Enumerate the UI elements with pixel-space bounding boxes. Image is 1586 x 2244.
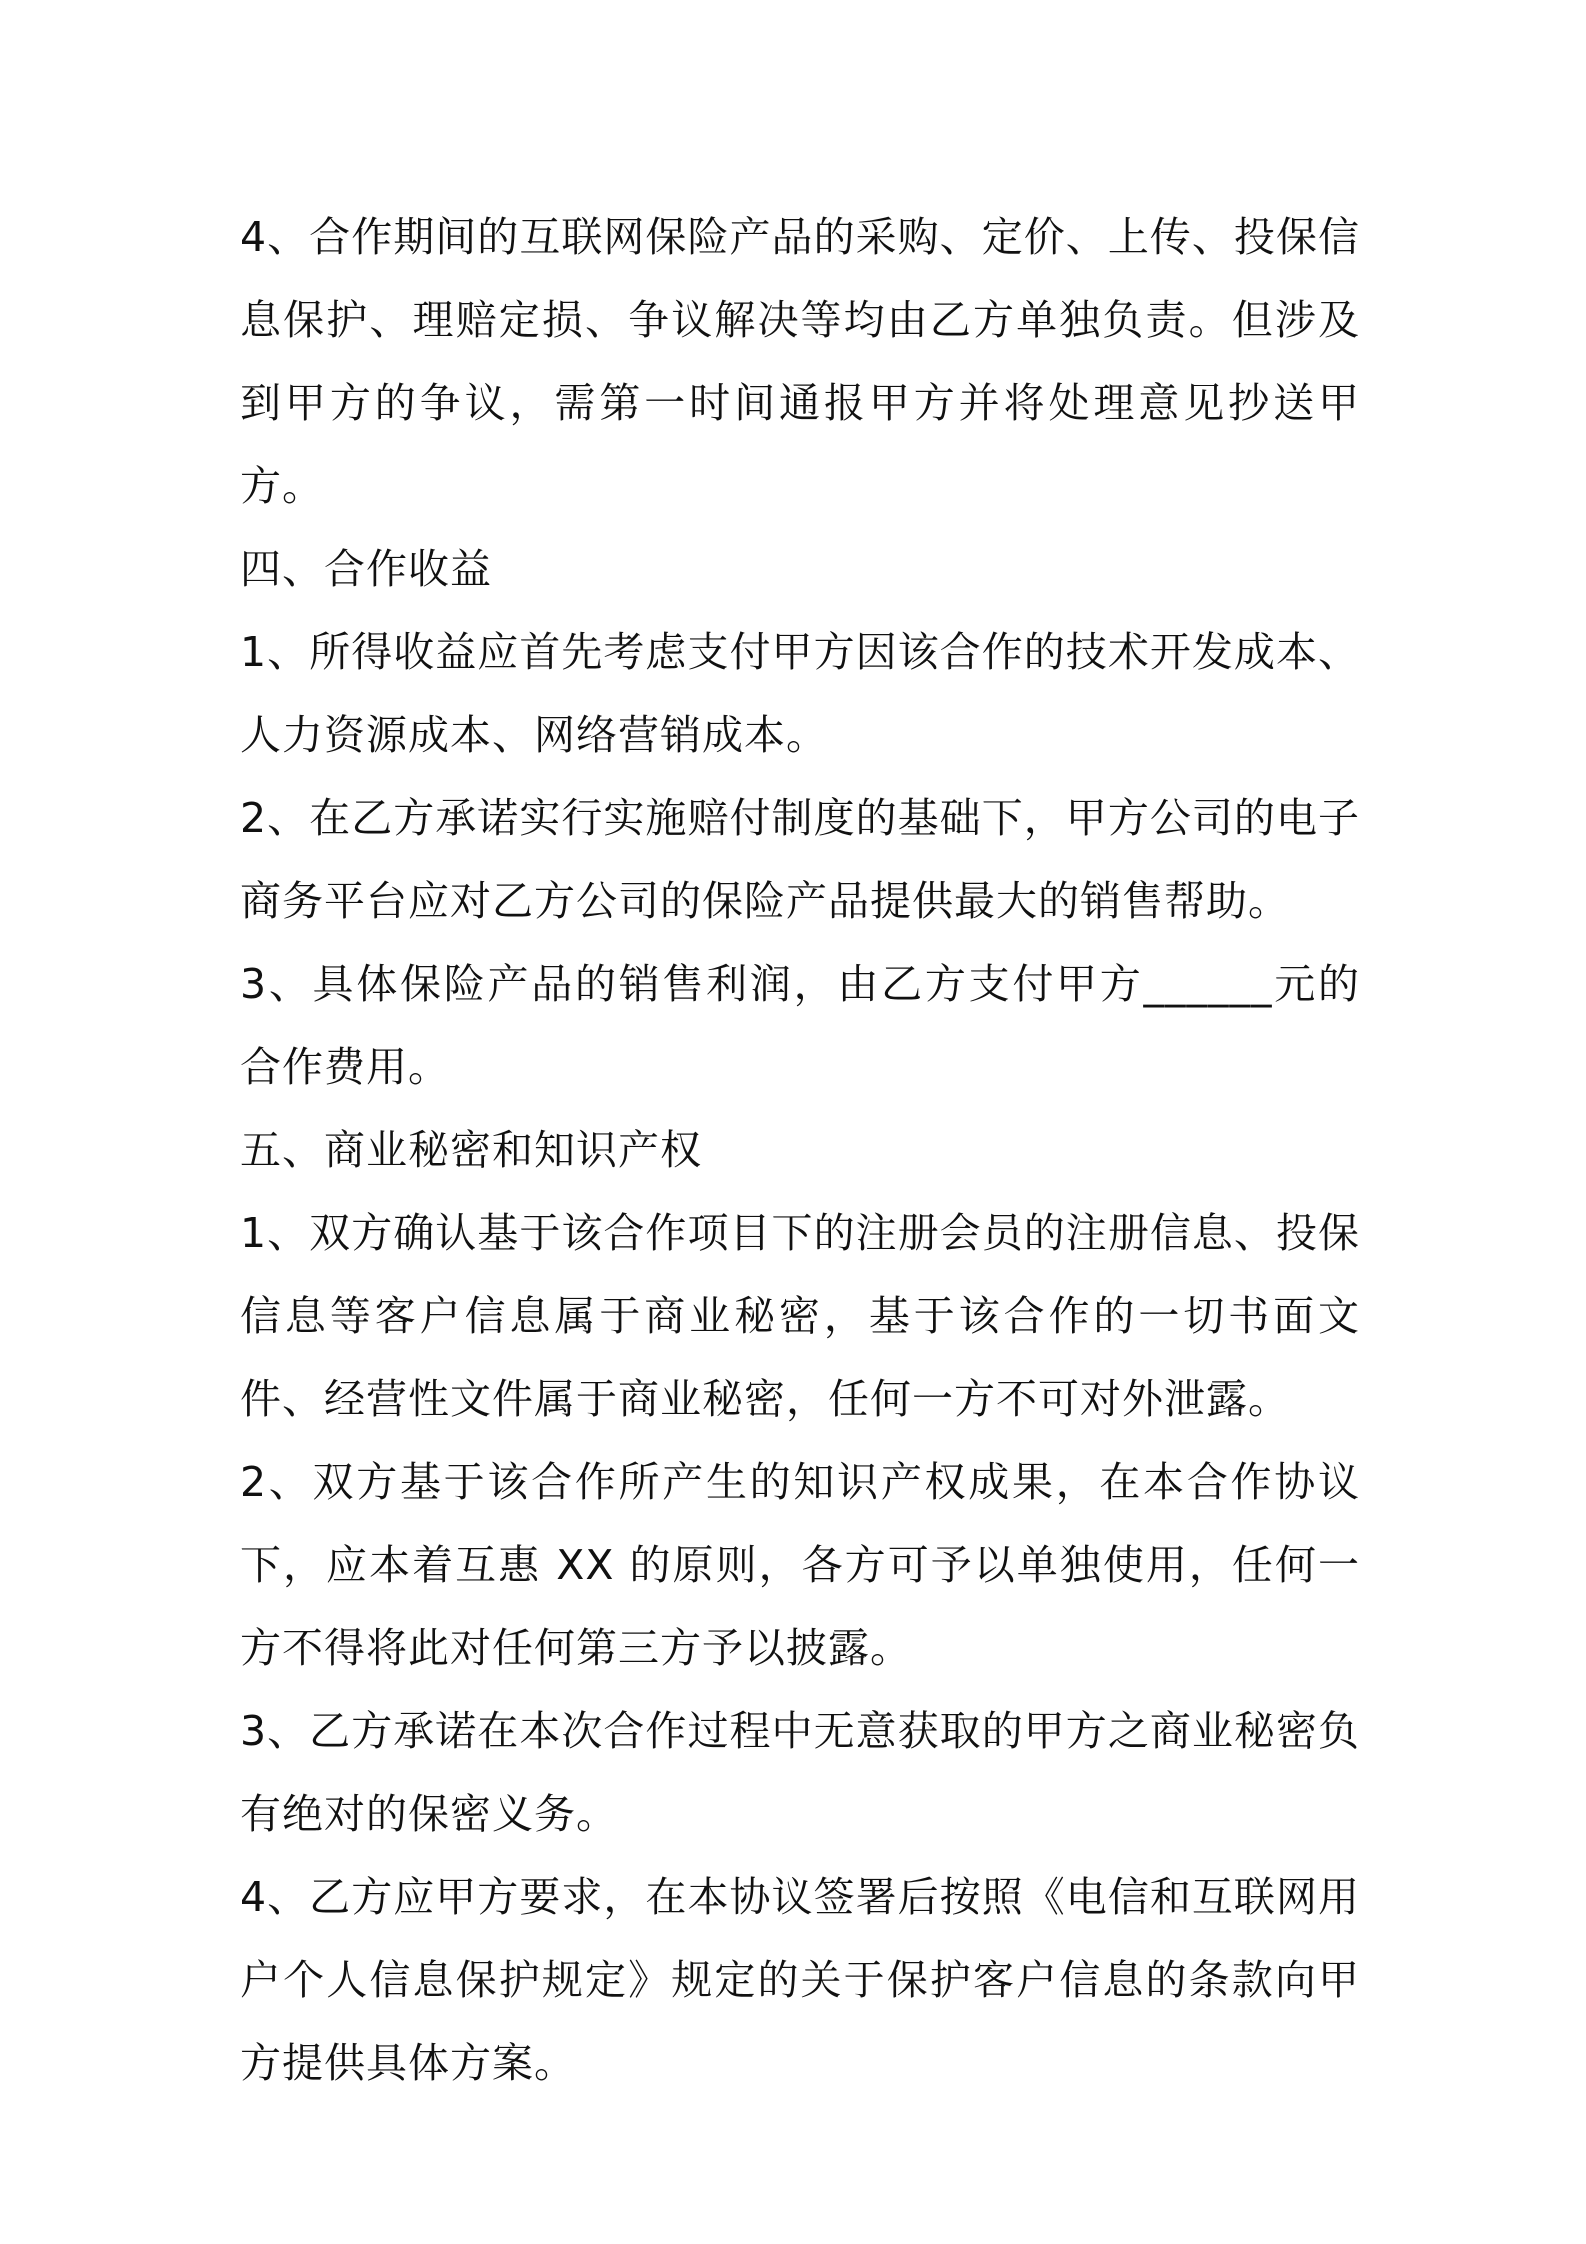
clause-4-1: 1、所得收益应首先考虑支付甲方因该合作的技术开发成本、人力资源成本、网络营销成本。 [240, 628, 1360, 759]
clause-5-1: 1、双方确认基于该合作项目下的注册会员的注册信息、投保信息等客户信息属于商业秘密，基于该合作的一切书面文件、经营性文件属于商业秘密，任何一方不可对外泄露。 [240, 1209, 1360, 1423]
clause-4-2: 2、在乙方承诺实行实施赔付制度的基础下，甲方公司的电子商务平台应对乙方公司的保险产品提供最大的销售帮助。 [240, 794, 1360, 925]
clause-5-3: 3、乙方承诺在本次合作过程中无意获取的甲方之商业秘密负有绝对的保密义务。 [240, 1707, 1360, 1838]
clause-3-4: 4、合作期间的互联网保险产品的采购、定价、上传、投保信息保护、理赔定损、争议解决等均由乙方单独负责。但涉及到甲方的争议，需第一时间通报甲方并将处理意见抄送甲方。 [240, 213, 1360, 510]
document-body [240, 196, 1360, 2105]
clause-5-2: 2、双方基于该合作所产生的知识产权成果，在本合作协议下，应本着互惠 XX 的原则，各方可予以单独使用，任何一方不得将此对任何第三方予以披露。 [240, 1458, 1360, 1672]
section-heading-trade-secrets: 五、商业秘密和知识产权 [240, 1126, 702, 1174]
section-heading-cooperation-income: 四、合作收益 [240, 545, 492, 593]
clause-4-3: 3、具体保险产品的销售利润，由乙方支付甲方______元的合作费用。 [240, 960, 1360, 1091]
clause-5-4: 4、乙方应甲方要求，在本协议签署后按照《电信和互联网用户个人信息保护规定》规定的关于保护客户信息的条款向甲方提供具体方案。 [240, 1873, 1360, 2087]
